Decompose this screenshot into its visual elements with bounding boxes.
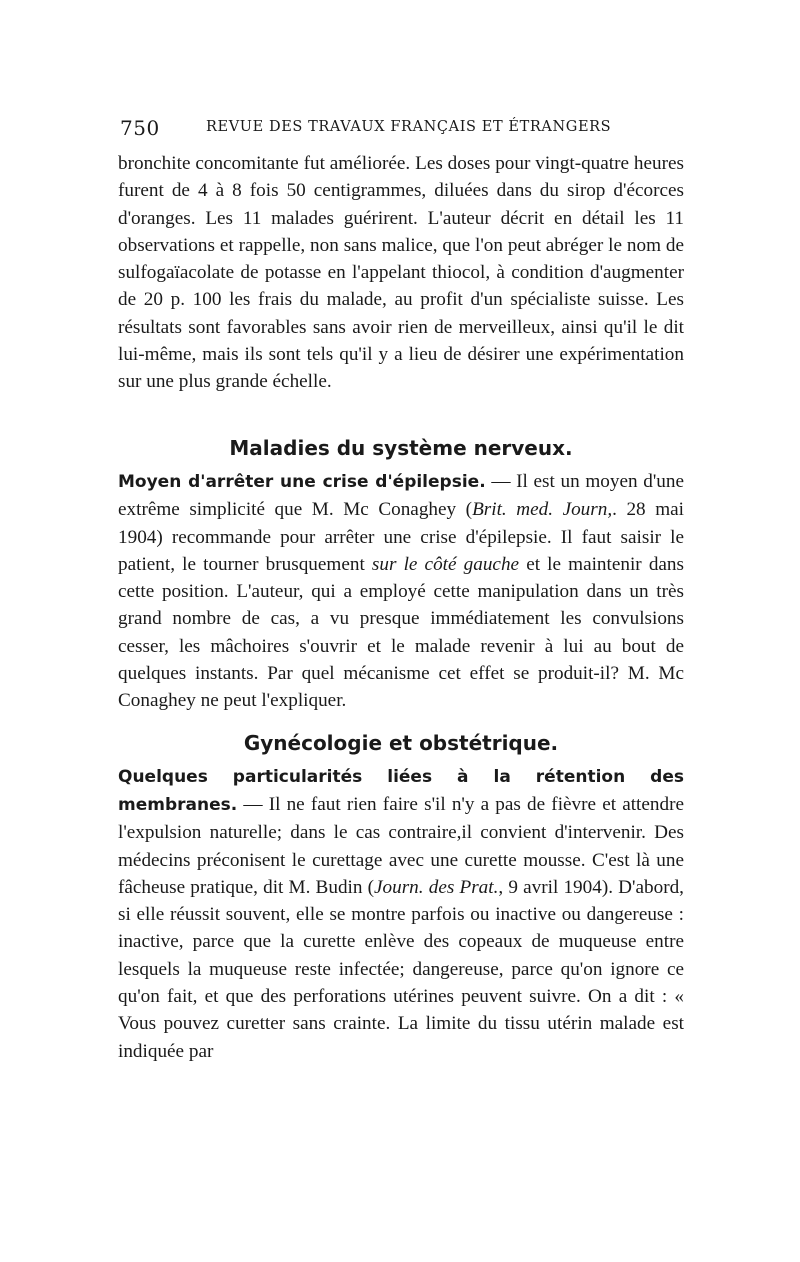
- paragraph-text: , 9 avril 1904). D'abord, si elle réussit souvent, elle se montre parfois ou inactive ou dangereuse : inactive, parce que la curette enlève des copeaux de muqueuse entre lesquels la muqueuse reste infectée; dangereuse, parce qu'on ignore ce qu'on fait, et que des perforations utérines peuvent suivre. On a dit : « Vous pouvez curetter sans crainte. La limite du tissu utérin malade est indiquée par: [118, 876, 684, 1062]
- page-number: 750: [120, 116, 160, 140]
- paragraph-text: . 28 mai 1904) recommande pour arrêter une crise d'épilepsie. Il faut saisir le patient, le tourner brusquement: [118, 499, 684, 575]
- paragraph-continuation: bronchite concomitante fut améliorée. Les doses pour vingt-quatre heures furent de 4 à 8 fois 50 centigrammes, diluées dans du sirop d'écorces d'oranges. Les 11 malades guérirent. L'auteur décrit en détail les 11 observations et rappelle, non sans malice, que l'on peut abréger le nom de sulfogaïacolate de potasse en l'appelant thiocol, à condition d'augmenter de 20 p. 100 les frais du malade, au profit d'un spécialiste suisse. Les résultats sont favorables sans avoir rien de merveilleux, ainsi qu'il le dit lui-même, mais ils sont tels qu'il y a lieu de désirer une expérimentation sur une plus grande échelle.: [118, 153, 684, 393]
- paragraph-epilepsy: [118, 468, 684, 715]
- paragraph-lead: Moyen d'arrêter une crise d'épilepsie.: [118, 472, 486, 492]
- paragraph-membranes: [118, 763, 684, 1065]
- paragraph-text: — Il ne faut rien faire s'il n'y a pas de fièvre et attendre l'expulsion naturelle; dans le cas contraire,il convient d'intervenir. Des médecins préconisent le curettage avec une curette mousse. C'est là une fâcheuse pratique, dit M. Budin (: [118, 793, 684, 898]
- section-title-nervous: Maladies du système nerveux.: [229, 436, 573, 460]
- italic-phrase: sur le côté gauche: [371, 553, 520, 575]
- citation: Journ. des Prat.: [374, 876, 499, 898]
- page-body: [118, 150, 684, 1065]
- paragraph-text: et le maintenir dans cette position. L'auteur, qui a employé cette manipulation dans un très grand nombre de cas, a vu presque immédiatement les convulsions cesser, les mâchoires s'ouvrir et le malade revenir à lui au bout de quelques instants. Par quel mécanisme cet effet se produit-il? M. Mc Conaghey ne peut l'expliquer.: [118, 553, 684, 712]
- citation: Brit. med. Journ,: [472, 499, 613, 521]
- paragraph-text: — Il est un moyen d'une extrême simplicité que M. Mc Conaghey (: [118, 471, 684, 521]
- paragraph-lead: Quelques particularités liées à la rétention des membranes.: [118, 766, 684, 815]
- section-title-gyneco: Gynécologie et obstétrique.: [243, 730, 559, 755]
- journal-title: REVUE DES TRAVAUX FRANÇAIS ET ÉTRANGERS: [206, 119, 612, 135]
